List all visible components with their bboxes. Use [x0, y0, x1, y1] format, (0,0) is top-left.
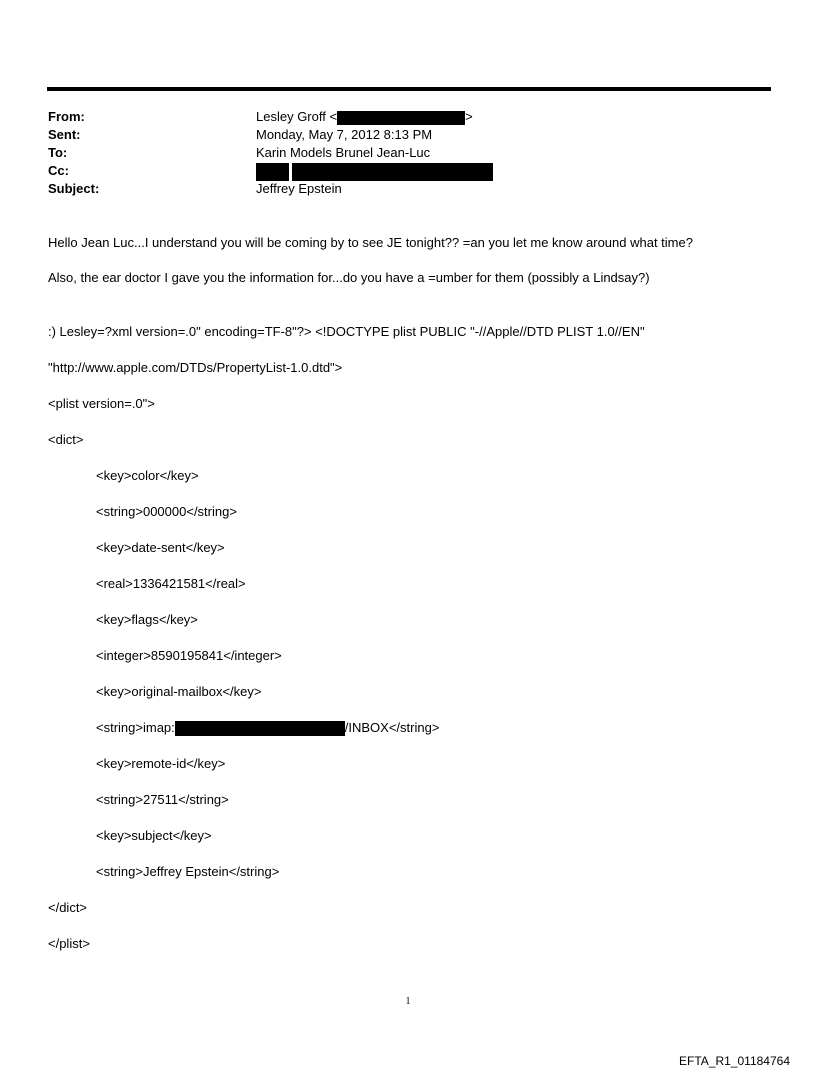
- cc-label: Cc:: [48, 163, 69, 178]
- redaction-box: [256, 163, 289, 181]
- page-number: 1: [405, 996, 411, 1007]
- email-header: [48, 108, 748, 198]
- plist-line: <key>original-mailbox</key>: [96, 684, 262, 699]
- plist-block: [48, 305, 645, 971]
- plist-line: <string>27511</string>: [96, 792, 229, 807]
- subject-value: Jeffrey Epstein: [256, 181, 342, 196]
- plist-line: <key>subject</key>: [96, 828, 212, 843]
- plist-line: <string>000000</string>: [96, 504, 237, 519]
- plist-line: [48, 719, 645, 737]
- mailbox-prefix: <string>imap:: [96, 720, 175, 735]
- plist-line: <key>remote-id</key>: [96, 756, 226, 771]
- plist-line: "http://www.apple.com/DTDs/PropertyList-1.0.dtd">: [48, 360, 343, 375]
- to-value: Karin Models Brunel Jean-Luc: [256, 145, 431, 160]
- redaction-box: [292, 163, 493, 181]
- to-row: [48, 144, 748, 162]
- plist-line: <key>date-sent</key>: [96, 540, 225, 555]
- plist-line: <dict>: [48, 432, 84, 447]
- plist-line: </dict>: [48, 900, 88, 915]
- to-label: To:: [48, 145, 68, 160]
- body-line-1: Hello Jean Luc...I understand you will be coming by to see JE tonight?? =an you let me know around what time?: [48, 235, 693, 250]
- plist-line: :) Lesley=?xml version=.0" encoding=TF-8"?> <!DOCTYPE plist PUBLIC "-//Apple//DTD PLIST 1.0//EN": [48, 324, 645, 339]
- document-id: EFTA_R1_01184764: [679, 1054, 790, 1068]
- redaction-box: [337, 111, 465, 125]
- top-rule: [47, 87, 771, 91]
- plist-line: </plist>: [48, 936, 90, 951]
- redaction-box: [175, 721, 345, 736]
- subject-label: Subject:: [48, 181, 100, 196]
- plist-line: <real>1336421581</real>: [96, 576, 246, 591]
- sent-value: Monday, May 7, 2012 8:13 PM: [256, 127, 433, 142]
- plist-line: <key>color</key>: [96, 468, 199, 483]
- cc-value: [256, 162, 493, 181]
- plist-line: <integer>8590195841</integer>: [96, 648, 282, 663]
- from-bracket: >: [465, 109, 473, 124]
- from-row: [48, 108, 748, 126]
- mailbox-suffix: /INBOX</string>: [344, 720, 440, 735]
- plist-line: <plist version=.0">: [48, 396, 155, 411]
- subject-row: [48, 180, 748, 198]
- from-value: [256, 108, 473, 126]
- from-name: Lesley Groff <: [256, 109, 338, 124]
- cc-row: [48, 162, 748, 180]
- sent-row: [48, 126, 748, 144]
- body-line-2: Also, the ear doctor I gave you the information for...do you have a =umber for them (possibly a Lindsay?): [48, 270, 650, 285]
- plist-line: <string>Jeffrey Epstein</string>: [96, 864, 280, 879]
- from-label: From:: [48, 109, 85, 124]
- plist-line: <key>flags</key>: [96, 612, 198, 627]
- sent-label: Sent:: [48, 127, 81, 142]
